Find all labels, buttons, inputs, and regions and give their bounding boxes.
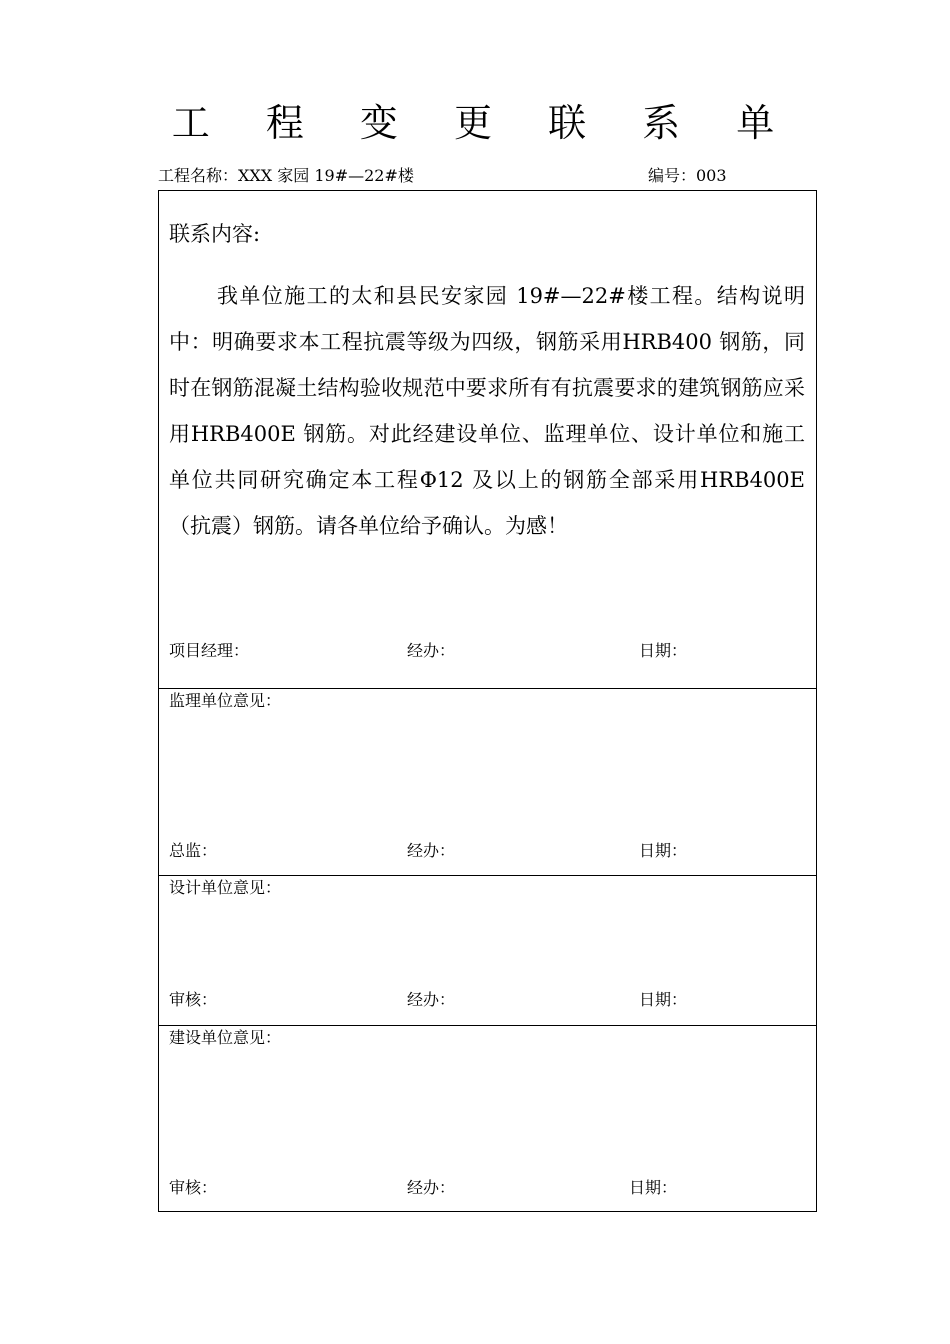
signature-handler: 经办： xyxy=(407,1178,456,1197)
contact-section xyxy=(159,191,816,688)
construction-section xyxy=(159,1025,816,1212)
design-section xyxy=(159,875,816,1025)
contact-body: 我单位施工的太和县民安家园 19#—22#楼工程。结构说明中：明确要求本工程抗震等级为四级，钢筋采用HRB400 钢筋，同时在钢筋混凝土结构验收规范中要求所有有抗震要求的建筑钢筋应采用HRB400E 钢筋。对此经建设单位、监理单位、设计单位和施工单位共同研究确定本工程Φ12 及以上的钢筋全部采用HRB400E（抗震）钢筋。请各单位给予确认。为感！ xyxy=(169,284,805,538)
change-form xyxy=(158,190,817,1212)
signature-reviewer: 审核： xyxy=(169,990,218,1009)
signature-date: 日期： xyxy=(639,641,688,660)
supervision-label: 监理单位意见： xyxy=(169,691,282,710)
document-number: 编号：003 xyxy=(648,166,727,185)
signature-reviewer: 审核： xyxy=(169,1178,218,1197)
signature-handler: 经办： xyxy=(407,641,456,660)
design-label: 设计单位意见： xyxy=(169,878,282,897)
signature-handler: 经办： xyxy=(407,990,456,1009)
meta-row xyxy=(158,164,818,188)
construction-label: 建设单位意见： xyxy=(169,1028,282,1047)
project-name: 工程名称：XXX 家园 19#—22#楼 xyxy=(158,166,414,185)
signature-date: 日期： xyxy=(629,1178,678,1197)
supervision-section xyxy=(159,688,816,875)
document-title: 工 程 变 更 联 系 单 xyxy=(171,101,797,145)
signature-date: 日期： xyxy=(639,841,688,860)
signature-project-manager: 项目经理： xyxy=(169,641,250,660)
signature-chief-supervisor: 总监： xyxy=(169,841,218,860)
contact-label: 联系内容: xyxy=(169,222,261,246)
signature-date: 日期： xyxy=(639,990,688,1009)
signature-handler: 经办： xyxy=(407,841,456,860)
